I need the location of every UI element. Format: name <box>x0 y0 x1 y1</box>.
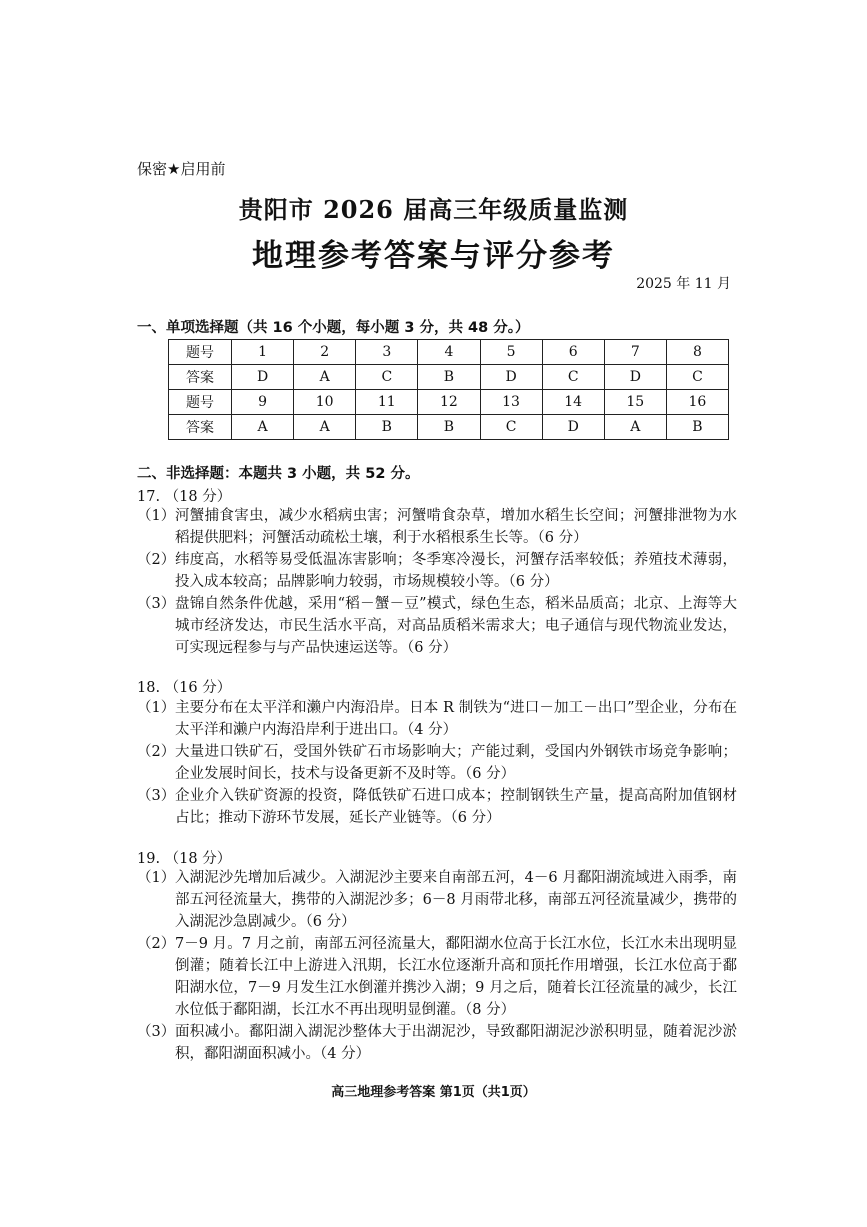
item-number: （3） <box>137 596 176 612</box>
answer-cell: 3 <box>356 340 418 365</box>
answer-cell: 13 <box>480 390 542 415</box>
answer-table-row <box>169 340 729 365</box>
answer-cell: A <box>232 415 294 440</box>
answer-cell: 12 <box>418 390 480 415</box>
q19-item-3 <box>137 1021 737 1065</box>
item-number: （1） <box>137 870 176 886</box>
answer-table-row <box>169 415 729 440</box>
answer-cell: C <box>542 365 604 390</box>
item-text: 企业介入铁矿资源的投资，降低铁矿石进口成本；控制钢铁生产量，提高高附加值钢材占比；推动下游环节发展，延长产业链等。（6 分） <box>175 788 737 826</box>
q17-item-1 <box>137 505 737 549</box>
answer-cell: C <box>666 365 728 390</box>
answer-cell: 15 <box>604 390 666 415</box>
answer-cell: B <box>418 365 480 390</box>
q19-item-2 <box>137 933 737 1021</box>
item-number: （3） <box>137 1024 176 1040</box>
document-date: 2025 年 11 月 <box>636 276 731 292</box>
item-text: 入湖泥沙先增加后减少。入湖泥沙主要来自南部五河，4－6 月鄱阳湖流域进入雨季，南部五河径流量大，携带的入湖泥沙多；6－8 月雨带北移，南部五河径流量减少，携带的入湖泥沙急剧减少。（6 分） <box>175 870 737 930</box>
q19-item-1 <box>137 867 737 933</box>
answer-cell: 1 <box>232 340 294 365</box>
section1-heading: 一、单项选择题（共 16 个小题，每小题 3 分，共 48 分。） <box>137 320 530 336</box>
item-number: （2） <box>137 552 176 568</box>
answer-cell: 8 <box>666 340 728 365</box>
q18-item-1 <box>137 697 737 741</box>
confidential-mark: 保密★启用前 <box>137 160 226 178</box>
answer-cell: 10 <box>294 390 356 415</box>
answer-cell: 14 <box>542 390 604 415</box>
answer-cell: D <box>480 365 542 390</box>
row-label: 答案 <box>169 365 232 390</box>
answer-cell: C <box>480 415 542 440</box>
q17-item-2 <box>137 549 737 593</box>
answer-cell: 6 <box>542 340 604 365</box>
answer-cell: 5 <box>480 340 542 365</box>
answer-cell: B <box>666 415 728 440</box>
row-label: 答案 <box>169 415 232 440</box>
item-text: 主要分布在太平洋和濑户内海沿岸。日本 R 制铁为“进口－加工－出口”型企业，分布在太平洋和濑户内海沿岸利于进出口。（4 分） <box>175 700 737 738</box>
item-number: （2） <box>137 744 176 760</box>
document-title: 地理参考答案与评分参考 <box>252 238 615 274</box>
answer-cell: A <box>604 415 666 440</box>
answer-cell: 16 <box>666 390 728 415</box>
item-text: 河蟹捕食害虫，减少水稻病虫害；河蟹啃食杂草，增加水稻生长空间；河蟹排泄物为水稻提供肥料；河蟹活动疏松土壤，利于水稻根系生长等。（6 分） <box>175 508 737 546</box>
item-number: （1） <box>137 508 176 524</box>
answer-cell: D <box>604 365 666 390</box>
answer-cell: A <box>294 415 356 440</box>
q18-heading: 18. （16 分） <box>137 680 232 696</box>
answer-cell: C <box>356 365 418 390</box>
item-text: 大量进口铁矿石，受国外铁矿石市场影响大；产能过剩，受国内外钢铁市场竞争影响；企业发展时间长，技术与设备更新不及时等。（6 分） <box>175 744 737 782</box>
answer-table-row <box>169 365 729 390</box>
q19-heading: 19. （18 分） <box>137 851 232 867</box>
exam-title: 贵阳市 2026 届高三年级质量监测 <box>238 195 629 224</box>
q17-item-3 <box>137 593 737 659</box>
q18-item-3 <box>137 785 737 829</box>
answer-cell: A <box>294 365 356 390</box>
item-number: （1） <box>137 700 176 716</box>
answer-cell: B <box>356 415 418 440</box>
answer-cell: 2 <box>294 340 356 365</box>
item-text: 纬度高，水稻等易受低温冻害影响；冬季寒冷漫长，河蟹存活率较低；养殖技术薄弱，投入成本较高；品牌影响力较弱，市场规模较小等。（6 分） <box>175 552 737 590</box>
answer-cell: 4 <box>418 340 480 365</box>
answer-cell: 7 <box>604 340 666 365</box>
answer-cell: 11 <box>356 390 418 415</box>
item-text: 7－9 月。7 月之前，南部五河径流量大，鄱阳湖水位高于长江水位，长江水未出现明显倒灌；随着长江中上游进入汛期，长江水位逐渐升高和顶托作用增强，长江水位高于鄱阳湖水位，7－9 月发生江水倒灌并携沙入湖；9 月之后，随着长江径流量的减少，长江水位低于鄱阳湖，长江水不再出现明显倒灌。（8 分） <box>175 936 737 1018</box>
answer-cell: D <box>232 365 294 390</box>
page-footer: 高三地理参考答案 第1页（共1页） <box>331 1085 536 1100</box>
answer-cell: D <box>542 415 604 440</box>
item-text: 盘锦自然条件优越，采用“稻－蟹－豆”模式，绿色生态，稻米品质高；北京、上海等大城市经济发达，市民生活水平高，对高品质稻米需求大；电子通信与现代物流业发达，可实现远程参与与产品快速运送等。（6 分） <box>175 596 737 656</box>
q17-heading: 17. （18 分） <box>137 489 232 505</box>
section2-heading: 二、非选择题：本题共 3 小题，共 52 分。 <box>137 466 420 482</box>
row-label: 题号 <box>169 390 232 415</box>
answer-cell: 9 <box>232 390 294 415</box>
answer-table <box>168 339 729 440</box>
q18-item-2 <box>137 741 737 785</box>
item-text: 面积减小。鄱阳湖入湖泥沙整体大于出湖泥沙，导致鄱阳湖泥沙淤积明显，随着泥沙淤积，鄱阳湖面积减小。（4 分） <box>175 1024 737 1062</box>
item-number: （2） <box>137 936 176 952</box>
item-number: （3） <box>137 788 176 804</box>
answer-table-row <box>169 390 729 415</box>
answer-cell: B <box>418 415 480 440</box>
row-label: 题号 <box>169 340 232 365</box>
